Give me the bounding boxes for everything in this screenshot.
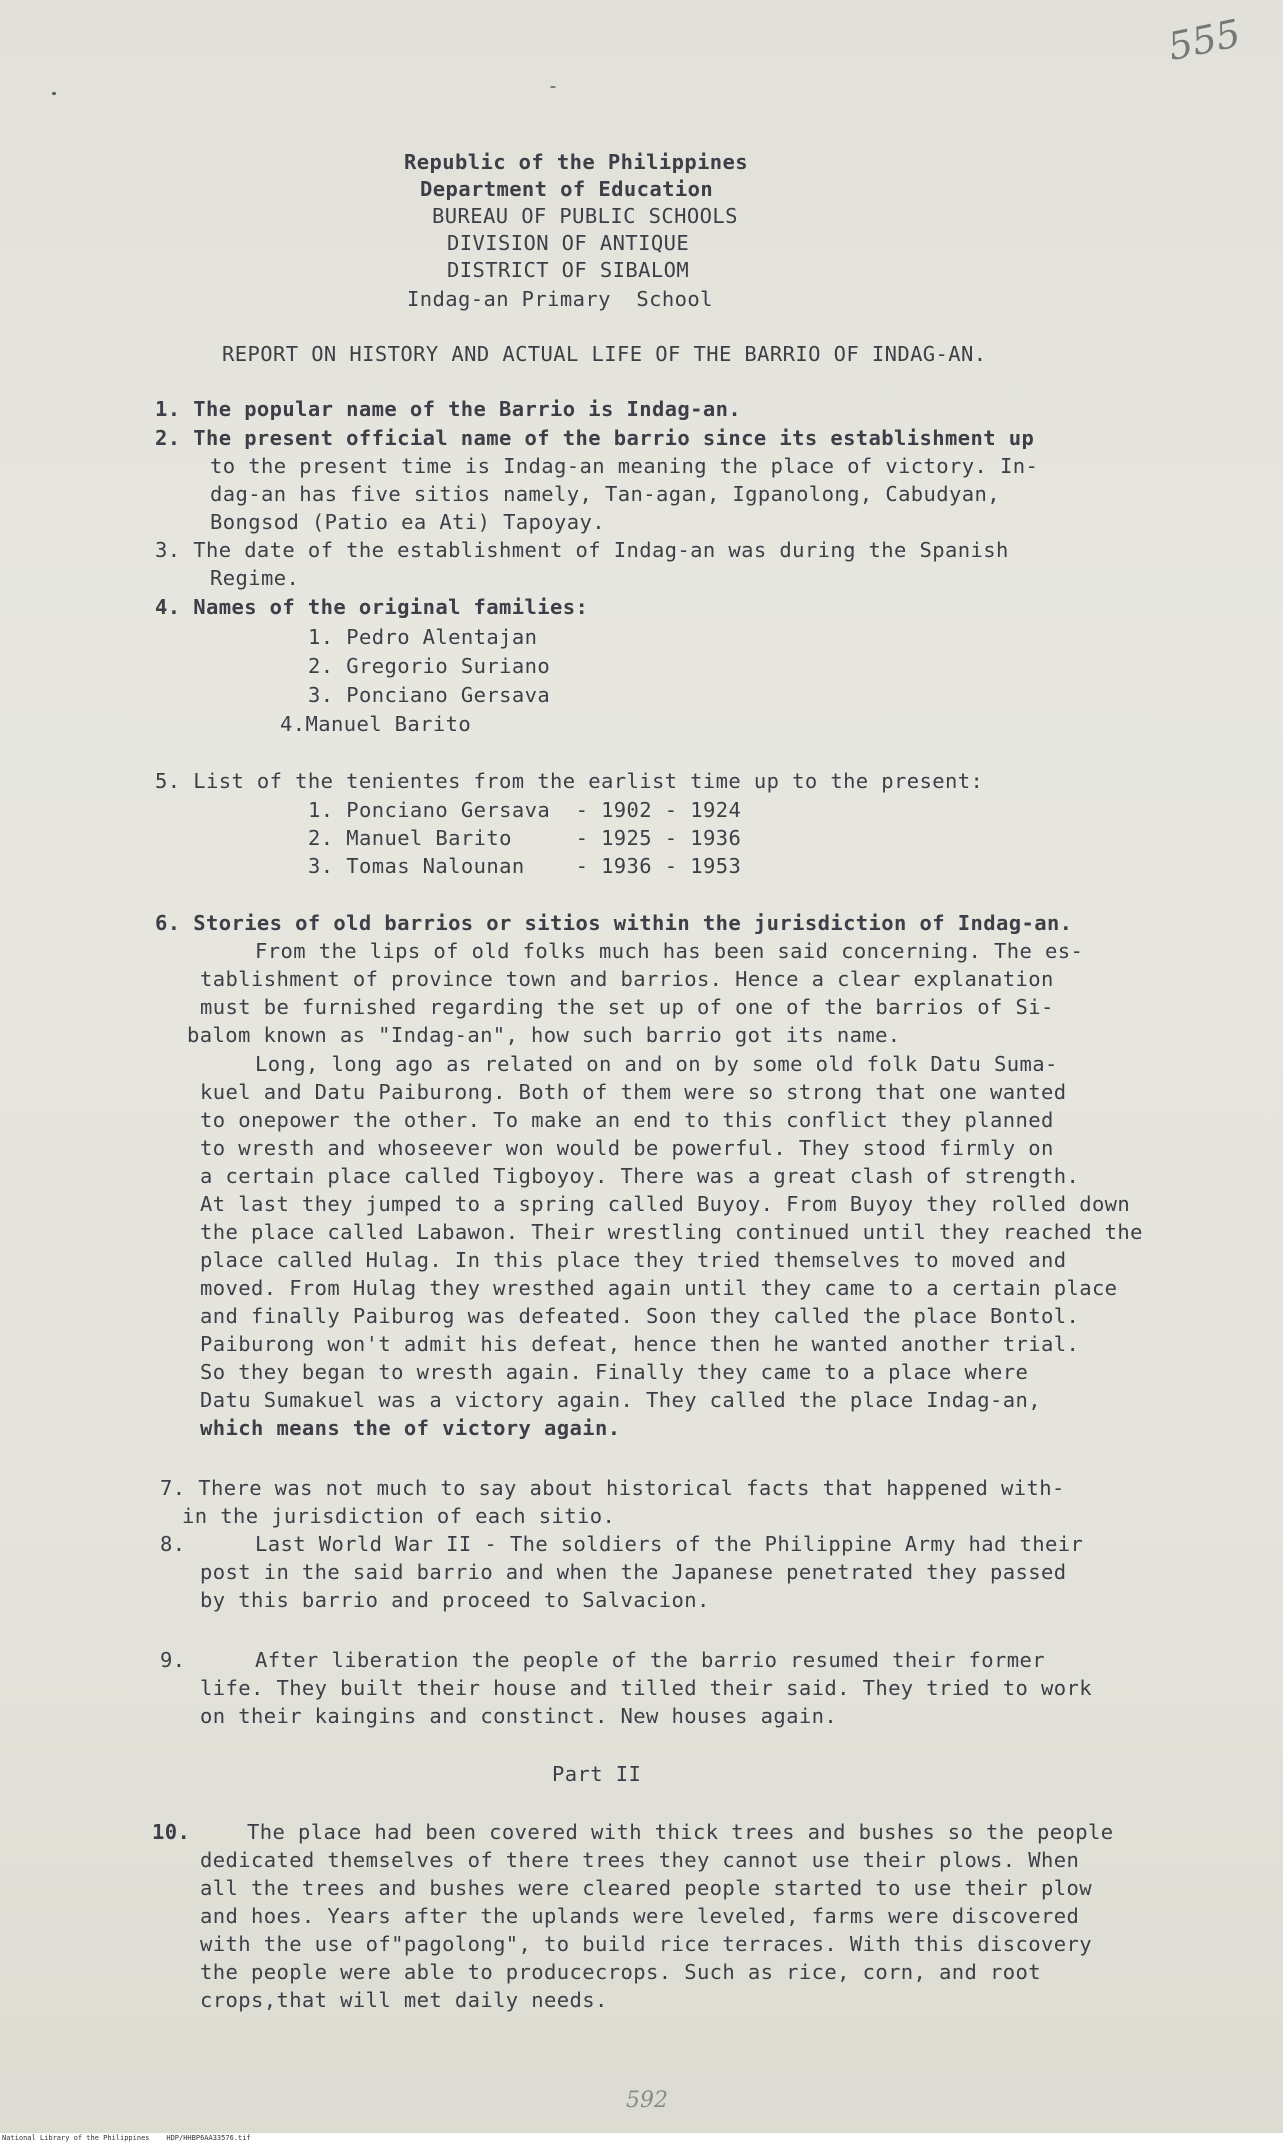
archive-footer: National Library of the Philippines HDP/HHBP6AA33576.tif	[0, 2133, 1283, 2143]
item-6-line7: to onepower the other. To make an end to this conflict they planned	[200, 1108, 1054, 1132]
item-6-line11: the place called Labawon. Their wrestling continued until they reached the	[200, 1220, 1143, 1244]
item-9-number: 9.	[160, 1648, 186, 1672]
item-6-line5: Long, long ago as related on and on by some old folk Datu Suma-	[255, 1052, 1058, 1076]
item-2-line1: 2. The present official name of the barrio since its establishment up	[155, 426, 1035, 450]
header-department: Department of Education	[420, 177, 714, 201]
header-district: DISTRICT OF SIBALOM	[447, 258, 690, 282]
page-number: 592	[626, 2088, 668, 2113]
header-school: Indag-an Primary School	[407, 287, 713, 311]
item-5: 5. List of the tenientes from the earlist time up to the present:	[155, 769, 984, 793]
item-8-line2: post in the said barrio and when the Japanese penetrated they passed	[200, 1560, 1067, 1584]
item-6-line8: to wresth and whoseever won would be powerful. They stood firmly on	[200, 1136, 1054, 1160]
item-7-line1: 7. There was not much to say about historical facts that happened with-	[160, 1476, 1065, 1500]
item-10-line3: all the trees and bushes were cleared people started to use their plow	[200, 1876, 1092, 1900]
teniente-3: 3. Tomas Nalounan - 1936 - 1953	[308, 854, 742, 878]
header-bureau: BUREAU OF PUBLIC SCHOOLS	[432, 204, 738, 228]
item-6-line1: From the lips of old folks much has been said concerning. The es-	[255, 939, 1084, 963]
item-10-line1: The place had been covered with thick trees and bushes so the people	[247, 1820, 1114, 1844]
speck-mark	[52, 92, 56, 95]
header-republic: Republic of the Philippines	[404, 150, 749, 174]
item-6-line14: and finally Paiburog was defeated. Soon they called the place Bontol.	[200, 1304, 1080, 1328]
item-9-line3: on their kaingins and constinct. New houses again.	[200, 1704, 838, 1728]
teniente-1: 1. Ponciano Gersava - 1902 - 1924	[308, 798, 742, 822]
item-10-line2: dedicated themselves of there trees they cannot use their plows. When	[200, 1848, 1080, 1872]
stamp-number: 555	[1164, 10, 1245, 70]
item-2-line3: dag-an has five sitios namely, Tan-agan, Igpanolong, Cabudyan,	[210, 482, 1001, 506]
item-6-line15: Paiburong won't admit his defeat, hence then he wanted another trial.	[200, 1332, 1080, 1356]
family-3: 3. Ponciano Gersava	[308, 683, 551, 707]
item-6-line3: must be furnished regarding the set up of one of the barrios of Si-	[200, 995, 1054, 1019]
item-6-line2: tablishment of province town and barrios. Hence a clear explanation	[200, 967, 1054, 991]
family-2: 2. Gregorio Suriano	[308, 654, 551, 678]
item-2-line4: Bongsod (Patio ea Ati) Tapoyay.	[210, 510, 606, 534]
item-10-line4: and hoes. Years after the uplands were leveled, farms were discovered	[200, 1904, 1080, 1928]
item-1: 1. The popular name of the Barrio is Indag-an.	[155, 397, 742, 421]
family-1: 1. Pedro Alentajan	[308, 625, 538, 649]
item-6-line10: At last they jumped to a spring called Buyoy. From Buyoy they rolled down	[200, 1192, 1131, 1216]
item-2-line2: to the present time is Indag-an meaning the place of victory. In-	[210, 454, 1039, 478]
item-6-line9: a certain place called Tigboyoy. There was a great clash of strength.	[200, 1164, 1080, 1188]
item-7-line2: in the jurisdiction of each sitio.	[182, 1504, 616, 1528]
item-8-line1: Last World War II - The soldiers of the Philippine Army had their	[255, 1532, 1084, 1556]
item-8-number: 8.	[160, 1532, 186, 1556]
teniente-2: 2. Manuel Barito - 1925 - 1936	[308, 826, 742, 850]
speck-mark	[550, 86, 556, 88]
item-3-line2: Regime.	[210, 566, 300, 590]
item-10-line5: with the use of"pagolong", to build rice terraces. With this discovery	[200, 1932, 1092, 1956]
item-6-line17: Datu Sumakuel was a victory again. They called the place Indag-an,	[200, 1388, 1041, 1412]
item-8-line3: by this barrio and proceed to Salvacion.	[200, 1588, 710, 1612]
item-6-line4: balom known as "Indag-an", how such barrio got its name.	[187, 1023, 901, 1047]
item-9-line1: After liberation the people of the barrio resumed their former	[255, 1648, 1046, 1672]
item-6-line6: kuel and Datu Paiburong. Both of them were so strong that one wanted	[200, 1080, 1067, 1104]
family-4: 4.Manuel Barito	[280, 712, 472, 736]
item-10-line6: the people were able to producecrops. Such as rice, corn, and root	[200, 1960, 1041, 1984]
item-4: 4. Names of the original families:	[155, 595, 589, 619]
item-9-line2: life. They built their house and tilled their said. They tried to work	[200, 1676, 1092, 1700]
item-6-line18: which means the of victory again.	[200, 1416, 621, 1440]
item-6-line16: So they began to wresth again. Finally they came to a place where	[200, 1360, 1029, 1384]
item-10-number: 10.	[152, 1820, 191, 1844]
report-title: REPORT ON HISTORY AND ACTUAL LIFE OF THE BARRIO OF INDAG-AN.	[222, 342, 987, 366]
item-6-heading: 6. Stories of old barrios or sitios within the jurisdiction of Indag-an.	[155, 911, 1073, 935]
item-3-line1: 3. The date of the establishment of Indag-an was during the Spanish	[155, 538, 1009, 562]
item-6-line12: place called Hulag. In this place they tried themselves to moved and	[200, 1248, 1067, 1272]
item-10-line7: crops,that will met daily needs.	[200, 1988, 608, 2012]
item-6-line13: moved. From Hulag they wresthed again until they came to a certain place	[200, 1276, 1118, 1300]
part-ii-heading: Part II	[552, 1762, 642, 1786]
header-division: DIVISION OF ANTIQUE	[447, 231, 690, 255]
